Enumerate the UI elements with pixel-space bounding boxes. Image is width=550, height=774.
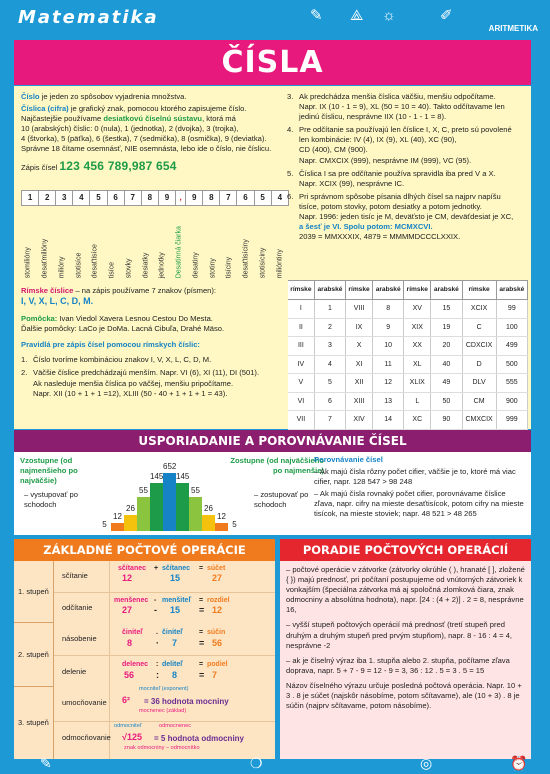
note-18: Správne 18 čítame osemnásť, NIE osemnásta, lebo ide o číslo, nie číslicu. [21,144,272,154]
compare-block [314,455,526,522]
table-cell: XII [346,374,373,393]
rule-2: 2. Väčšie číslice predchádzajú menším. Napr. VI (6), XI (11), DI (501). Ak nasleduje menšia číslica po väčšej, menšiu pripočítame. Napr. XII (10 + 1 + 1 =12), XLIII (50 - 40 + 1 + 1 + 1 = 43). [21,368,260,398]
op-term: : [156,661,159,668]
table-row [288,355,528,374]
table-cell: XLIX [404,374,431,393]
term-rimske: Rímske číslice [21,286,74,295]
apple-icon: ❍ [250,755,263,771]
stair-bar [176,483,189,531]
table-cell: 9 [373,318,404,337]
rule-5-a: Číslica I sa pre odčítanie používa spravidla iba pred V a X. [299,168,496,178]
table-cell: 40 [431,355,462,374]
op-term: 6² [122,695,131,705]
order-ops-body [286,565,526,713]
stair-bar [163,473,176,531]
compare-rule-1: – Ak majú čísla rôzny počet cifier, väčšie je to, ktoré má viac cifier, napr. 128 547 > 98 248 [314,467,516,487]
order-rule-2: – vyšší stupeň počtových operácií má prednosť (tretí stupeň pred druhým a druhým stupeň pred prvým stupňom), napr. 8 - 16 : 4 = 4, nesprávne -2 [286,620,513,650]
place-label: desaťmilióny [41,238,49,278]
rule-5: 5. Číslica I sa pre odčítanie používa spravidla iba pred V a X. Napr. XCIX (99), nesprávne IC. [287,168,496,188]
term-cislica: Číslica (cifra) [21,104,69,114]
place-digit: 3 [56,191,73,206]
place-digit: 8 [203,191,220,206]
op-term: = 5 hodnota odmocniny [154,734,245,743]
rule-3-c: jedinú číslicu, nesprávne IIX (10 - 1 - 1 = 8). [299,112,447,122]
def-cislo: je jeden zo spôsobov vyjadrenia množstva. [39,92,187,101]
op-term: · [156,638,159,648]
ordering-section [14,430,531,535]
ordering-title: USPORIADANIE A POROVNÁVANIE ČÍSEL [14,430,531,452]
table-cell: D [462,355,496,374]
op-term: + [154,565,159,572]
ball-icon: ◎ [420,755,433,771]
op-term: 15 [170,573,181,583]
rule-4-a: Pre odčítanie sa používajú len číslice I, X, C, preto sú povolené [299,125,512,135]
op-term: znak odmocniny – odmocnítko [124,745,200,751]
subject-label: ARITMETIKA [488,24,538,33]
compass-icon: ⟁ [350,7,364,24]
ascending-desc: – vystupovať po schodoch [24,490,78,510]
rule-6-b: tisíce, potom stovky, potom desiatky a potom jednotky. [299,201,482,211]
stair-label: 12 [217,512,226,522]
order-note: Názov číselného výrazu určuje posledná počtová operácia. Napr. 10 + 3 . 8 je súčet (najskôr násobíme, potom sčítavame), ale (10 + 3) . 8 je súčin (najprv sčítavame, potom násobíme). [286,680,522,711]
digits-list-2: 4 (štvorka), 5 (päťka), 6 (šestka), 7 (sedmička), 8 (osmička), 9 (deviatka). [21,134,267,144]
rim-desc: – na zápis používame 7 znakov (písmen): [73,286,217,295]
table-cell: V [288,374,314,393]
stair-bar [137,497,150,531]
op-term: 8 [172,670,178,680]
order-rule-1: – počtové operácie v zátvorke (zátvorky okrúhle ( ), hranaté [ ], zložené { }) majú prednosť, pri počítaní postupujeme od vnútorných zátvoriek k vonkajším (špeciálna zátvorka má aj spoločná zlomková čiara, znak odmocniny a absolútna hodnota), napr. [24 : (4 + 2)] . 2 = 8, nesprávne 16, [286,565,525,615]
op-term: súčet [207,565,226,572]
op-term: 12 [212,605,223,615]
table-cell: 12 [373,374,404,393]
op-odcitanie: odčítanie [62,603,93,612]
table-cell: XL [404,355,431,374]
table-cell: 999 [496,411,527,430]
place-label: tisíciny [226,256,234,278]
table-cell: 4 [314,355,345,374]
table-cell: 6 [314,392,345,411]
place-digit: 5 [90,191,107,206]
op-term: rozdiel [207,597,230,604]
stair-bar [111,523,124,531]
place-label: stovky [125,258,133,278]
stair-label: 652 [163,462,177,472]
table-cell: 99 [496,300,527,319]
rule-4-b: len kombinácie: IV (4), IX (9), XL (40), XC (90), [299,135,457,145]
rule-6-d: a šesť je VI. Spolu potom: MCMXCVI. [299,222,433,232]
table-cell: XCIX [462,300,496,319]
table-cell: IV [288,355,314,374]
rule-4: 4. Pre odčítanie sa používajú len číslice I, X, C, preto sú povolené len kombinácie: IV (4), IX (9), XL (40), XC (90), CD (400), CM (900). Napr. CMXCIX (999), nesprávne IM (999), VC (95). [287,125,512,165]
stair-label: 26 [126,504,135,514]
op-term: √125 [122,732,142,742]
table-cell: 1 [314,300,345,319]
op-term: mocniteľ (exponent) [139,686,189,692]
op-term: 7 [172,638,178,648]
op-term: sčítanec [162,565,191,572]
stair-label: 5 [232,520,237,530]
numbers-panel [14,86,531,429]
op-term: = [199,629,204,636]
table-cell: I [288,300,314,319]
rule-5-b: Napr. XCIX (99), nesprávne IC. [299,178,405,188]
table-header: rímske [346,281,373,300]
stair-label: 55 [191,486,200,496]
rule-2-text-b: Ak nasleduje menšia číslica po väčšej, menšiu pripočítame. [33,378,234,388]
rule-6-a: Pri správnom spôsobe písania dlhých čísel sa najprv napíšu [299,191,501,201]
ascending-label: Vzostupne (od najmenšieho po najväčšie) [20,456,78,486]
place-digit: 6 [107,191,124,206]
op-term: - [154,605,157,615]
table-header: arabské [314,281,345,300]
descending-desc: – zostupovať po schodoch [254,490,309,510]
compare-rule-2: – Ak majú čísla rovnaký počet cifier, porovnávame číslice zľava, napr. cifry na mieste desaťtisícok, potom cifry na mieste tisícok, na mieste stoviek; napr. 48 521 > 48 265 [314,489,524,519]
op-term: 27 [212,573,223,583]
stair-bar [124,515,137,531]
table-header: arabské [373,281,404,300]
rule-2-text-c: Napr. XII (10 + 1 + 1 =12), XLIII (50 - 40 + 1 + 1 + 1 = 43). [33,388,228,398]
op-term: činiteľ [122,629,143,636]
place-label: jednotky [159,251,167,278]
descending-label: Zostupne (od najväčšieho po najmenšie) [230,456,324,476]
roman-arabic-table [288,280,528,430]
place-label: desatiny [192,251,200,278]
table-cell: IX [346,318,373,337]
text: , ktorá má [202,114,236,124]
table-header: arabské [496,281,527,300]
term-cislo: Číslo [21,92,40,101]
order-rule-3: – ak je číselný výraz iba 1. stupňa alebo 2. stupňa, počítame zľava doprava, napr. 5 + 7 - 9 = 12 - 9 = 3, 36 : 12 . 5 = 3 . 5 = 15 [286,655,510,675]
op-umocnovanie: umocňovanie [62,698,107,707]
stair-label: 26 [204,504,213,514]
ruler-icon: ✐ [440,7,453,24]
place-label: desiatky [142,252,150,278]
place-digit: 7 [220,191,237,206]
op-term: súčin [207,629,226,636]
table-cell: 19 [431,318,462,337]
table-cell: XIII [346,392,373,411]
level-1: 1. stupeň [18,587,49,596]
op-term: 12 [122,573,133,583]
op-term: delenec [122,661,149,668]
table-header: rímske [404,281,431,300]
rule-6-c: Napr. 1996: jeden tisíc je M, deväťsto je CM, deväťdesiat je XC, [299,212,514,222]
table-row [288,411,528,430]
table-cell: VI [288,392,314,411]
place-label: desaťtisíce [92,243,100,278]
op-term: 27 [122,605,133,615]
table-cell: III [288,337,314,356]
op-term: = [199,597,204,604]
table-row [288,337,528,356]
stair-bar [202,515,215,531]
table-row [288,318,528,337]
place-label: stotisíce [75,252,83,278]
op-term: - [154,597,157,604]
op-term: činiteľ [162,629,183,636]
term-desiatkova: desiatkovú číselnú sústavu [103,114,203,124]
table-cell: L [404,392,431,411]
rule-4-c: CD (400), CM (900). [299,145,368,155]
table-header: rímske [462,281,496,300]
table-row [288,374,528,393]
rule-1-text: Číslo tvoríme kombináciou znakov I, V, X, L, C, D, M. [33,355,212,365]
place-digit: 2 [39,191,56,206]
table-cell: 5 [314,374,345,393]
book-icon: ✎ [40,755,52,771]
order-ops-title: PORADIE POČTOVÝCH OPERÁCIÍ [280,539,531,561]
op-term: 8 [127,638,133,648]
op-term: odmocniteľ [114,723,142,729]
table-cell: 13 [373,392,404,411]
level-2: 2. stupeň [18,650,49,659]
place-digit: 7 [124,191,141,206]
rule-1: 1. Číslo tvoríme kombináciou znakov I, V, X, L, C, D, M. [21,355,212,365]
op-term: deliteľ [162,661,183,668]
place-label: milióntiny [276,248,284,278]
page-title: ČÍSLA [14,40,531,85]
place-digit: 5 [254,191,271,206]
table-cell: 3 [314,337,345,356]
term-pomocka: Pomôcka: [21,314,58,324]
op-term: podiel [207,661,228,668]
header [0,0,550,40]
place-label: stomilióny [25,246,33,278]
def-cislica: je grafický znak, pomocou ktorého zapisujeme číslo. [68,104,247,114]
op-delenie: delenie [62,667,87,676]
table-cell: 2 [314,318,345,337]
table-header: rímske [288,281,314,300]
op-term: . [156,629,158,636]
table-row [288,300,528,319]
rule-3-a: Ak predchádza menšia číslica väčšiu, menšiu odpočítame. [299,92,496,101]
table-cell: II [288,318,314,337]
rule-3: 3. Ak predchádza menšia číslica väčšiu, menšiu odpočítame. Napr. IX (10 - 1 = 9), XL (50 = 10 = 40). Takto odčítavame len jedinú číslicu, nesprávne IIX (10 - 1 - 1 = 8). [287,92,505,122]
place-digit: , [175,191,185,206]
table-header: arabské [431,281,462,300]
place-digit: 8 [141,191,158,206]
op-term: = [199,661,204,668]
place-digit: 4 [271,191,288,206]
table-cell: C [462,318,496,337]
stair-label: 55 [139,486,148,496]
table-cell: 11 [373,355,404,374]
pomocka-more: Ďalšie pomôcky: LaCo je DoMa. Lacná Cibuľa, Drahé Mäso. [21,324,225,334]
table-cell: 8 [373,300,404,319]
brand-title: Matematika [18,7,159,28]
op-scitanie: sčítanie [62,571,88,580]
table-cell: 90 [431,411,462,430]
op-term: menšenec [114,597,149,604]
op-nasobenie: násobenie [62,634,97,643]
place-value-labels [21,208,289,278]
op-term: sčítanec [118,565,147,572]
op-odmocnovanie: odmocňovanie [62,733,111,742]
table-cell: VIII [346,300,373,319]
rule-2-text: Väčšie číslice predchádzajú menším. Napr. VI (6), XI (11), DI (501). [33,368,260,378]
place-digit: 9 [158,191,175,206]
rule-3-b: Napr. IX (10 - 1 = 9), XL (50 = 10 = 40). Takto odčítavame len [299,102,505,112]
pencil-icon: ✎ [310,7,323,24]
table-cell: CMXCIX [462,411,496,430]
table-cell: 7 [314,411,345,430]
ops-grid [14,561,275,759]
table-cell: VII [288,411,314,430]
op-term: 56 [124,670,135,680]
level-3: 3. stupeň [18,718,49,727]
left-column [21,92,289,177]
digits-list-1: 10 (arabských) číslic: 0 (nula), 1 (jednotka), 2 (dvojka), 3 (trojka), [21,124,239,134]
op-term: mocnenec (základ) [139,708,187,714]
place-value-table [21,190,289,206]
place-digit: 1 [22,191,39,206]
table-cell: XI [346,355,373,374]
rule-6-e: 2039 = MMXXXIX, 4879 = MMMMDCCCLXXIX. [299,232,461,242]
rules-title: Pravidlá pre zápis čísel pomocou rímskych číslic: [21,340,200,350]
op-term: = [199,670,205,680]
place-label: stotisíciny [259,247,267,278]
stair-bar [215,523,228,531]
bulb-icon: ☼ [382,7,396,24]
table-cell: 50 [431,392,462,411]
zapis-label: Zápis čísel [21,162,60,172]
compare-title: Porovnávanie čísel [314,455,383,464]
table-row [288,392,528,411]
table-cell: 49 [431,374,462,393]
stairs-chart [98,463,244,531]
table-cell: XIX [404,318,431,337]
table-cell: XX [404,337,431,356]
rule-6: 6. Pri správnom spôsobe písania dlhých čísel sa najprv napíšu tisíce, potom stovky, potom desiatky a potom jednotky. Napr. 1996: jeden tisíc je M, deväťsto je CM, deväťdesiat je XC, a šesť je VI. Spolu potom: MCMXCVI. 2039 = MMXXXIX, 4879 = MMMMDCCCLXXIX. [287,191,514,242]
zapis-number: 123 456 789,987 654 [59,158,177,173]
stair-label: 5 [102,520,107,530]
op-term: = 36 hodnota mocniny [144,697,229,706]
place-label: stotiny [209,257,217,278]
stair-bar [150,483,163,531]
op-term: 7 [212,670,218,680]
op-term: = [199,638,205,648]
place-digit: 6 [237,191,254,206]
stair-label: 145 [150,472,164,482]
place-label: Desatinná čiarka [175,225,183,278]
table-cell: 20 [431,337,462,356]
table-cell: XV [404,300,431,319]
roman-section [21,286,289,402]
table-cell: XIV [346,411,373,430]
op-term: odmocnenec [159,723,192,729]
table-cell: 555 [496,374,527,393]
stair-bar [189,497,202,531]
footer-doodles [0,755,550,774]
rule-4-d: Napr. CMXCIX (999), nesprávne IM (999), VC (95). [299,155,472,165]
pomocka-text: Ivan Viedol Xavera Lesnou Cestou Do Mesta. [57,314,213,324]
stair-label: 12 [113,512,122,522]
order-of-operations [280,539,531,759]
op-term: 56 [212,638,223,648]
place-digit: 9 [186,191,203,206]
table-cell: 100 [496,318,527,337]
place-label: milióny [58,256,66,278]
op-term: : [156,670,159,680]
table-cell: DLV [462,374,496,393]
op-term: = [199,605,205,615]
table-cell: 14 [373,411,404,430]
stair-label: 145 [176,472,190,482]
table-cell: 15 [431,300,462,319]
table-cell: X [346,337,373,356]
table-cell: 10 [373,337,404,356]
table-cell: 500 [496,355,527,374]
alarm-clock-icon: ⏰ [510,755,528,771]
op-term: 15 [170,605,181,615]
text: Najčastejšie používame [21,114,104,124]
place-digit: 4 [73,191,90,206]
table-cell: CM [462,392,496,411]
table-cell: CDXCIX [462,337,496,356]
place-label: desaťtisíciny [242,238,250,278]
table-cell: 499 [496,337,527,356]
table-cell: 900 [496,392,527,411]
basic-ops-title: ZÁKLADNÉ POČTOVÉ OPERÁCIE [14,539,275,561]
rim-symbols: I, V, X, L, C, D, M. [21,296,94,307]
basic-operations [14,539,275,759]
table-cell: XC [404,411,431,430]
place-label: tisíce [108,261,116,278]
op-term: menšiteľ [162,597,192,604]
right-column [287,92,527,245]
op-term: = [199,565,204,572]
